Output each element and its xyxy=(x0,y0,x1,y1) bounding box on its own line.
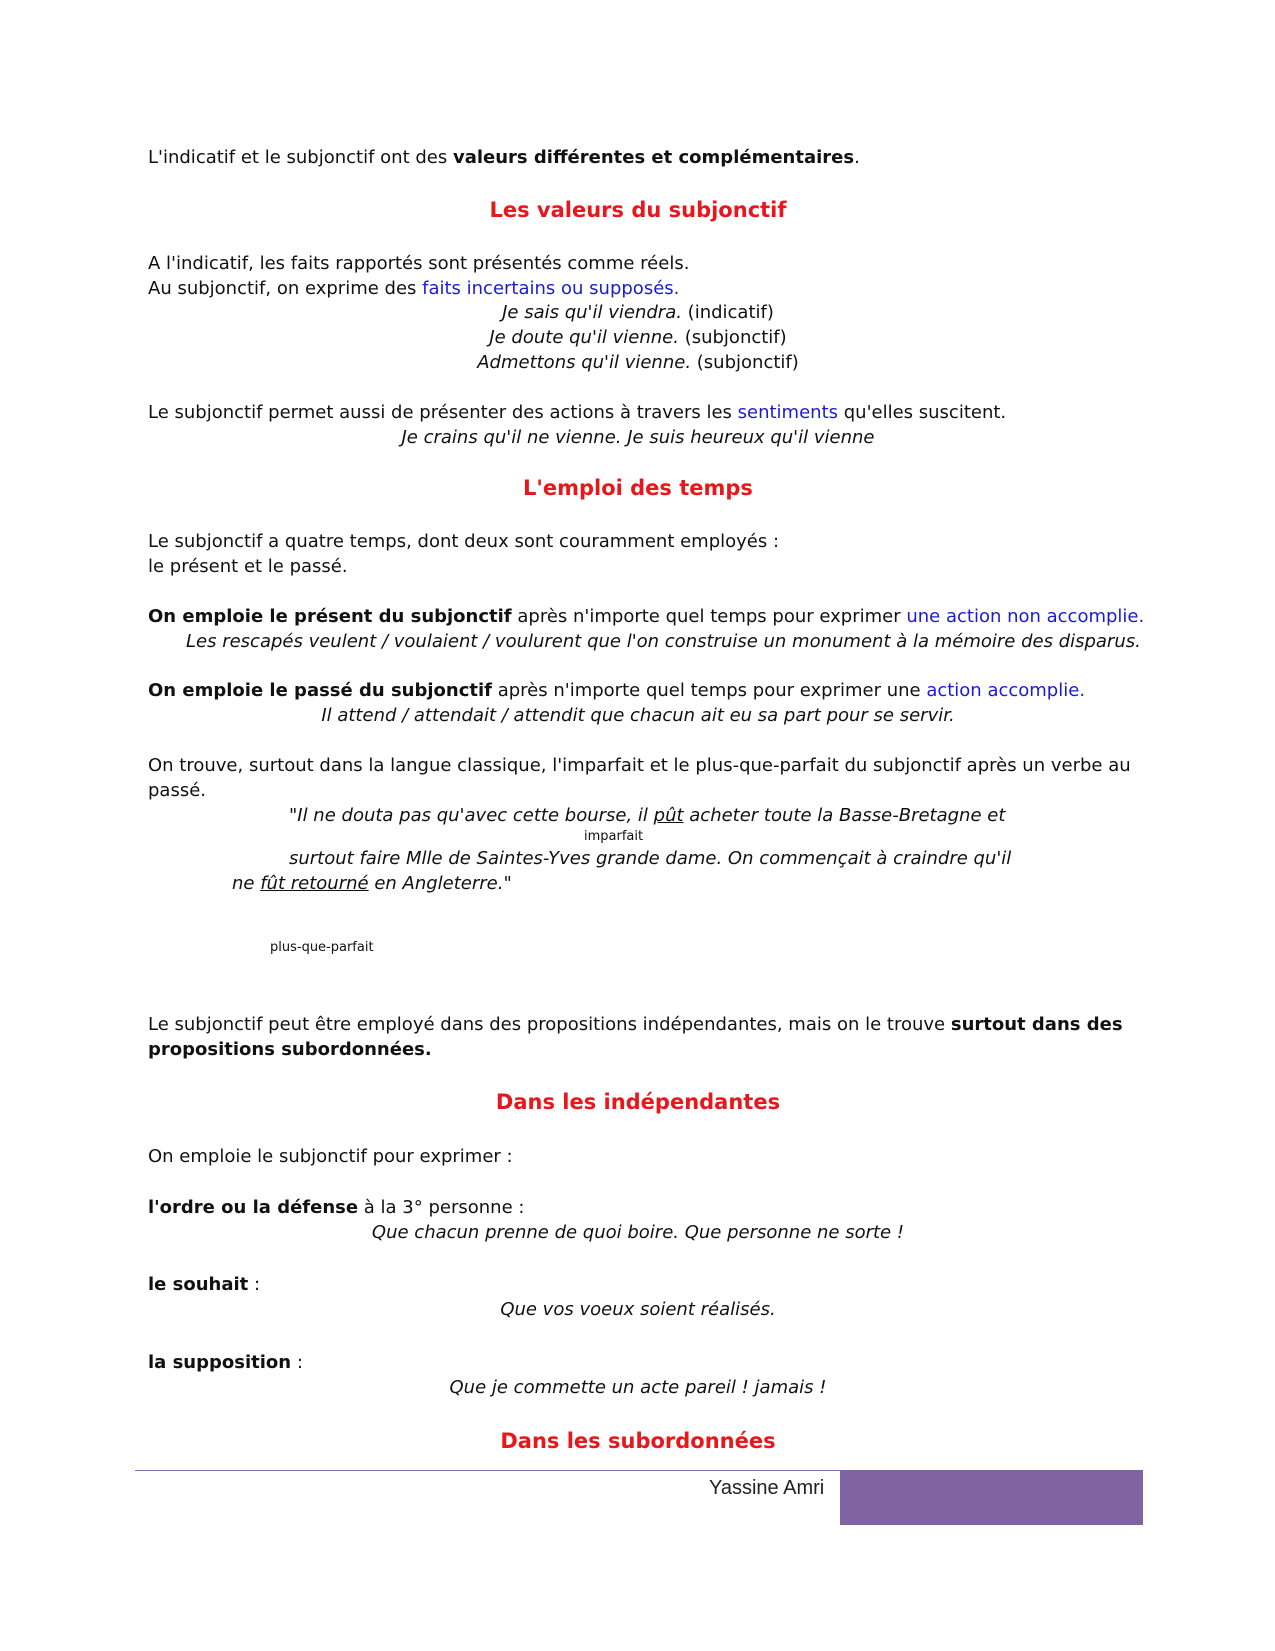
footer-accent-block xyxy=(840,1470,1143,1525)
quote-line-1: "Il ne douta pas qu'avec cette bourse, il pût acheter toute la Basse-Bretagne et xyxy=(289,805,1006,826)
example-subjonctif-2: Admettons qu'il vienne. (subjonctif) xyxy=(477,352,799,373)
heading-valeurs: Les valeurs du subjonctif xyxy=(489,198,787,222)
highlight-text: sentiments xyxy=(737,402,839,423)
temps-line-2: le présent et le passé. xyxy=(148,556,348,577)
quote-line-3: ne fût retourné en Angleterre." xyxy=(232,873,512,894)
valeurs-line-1: A l'indicatif, les faits rapportés sont présentés comme réels. xyxy=(148,253,690,274)
heading-temps: L'emploi des temps xyxy=(523,476,753,500)
quote-line-2: surtout faire Mlle de Saintes-Yves grande dame. On commençait à craindre qu'il xyxy=(289,848,1012,869)
indep-intro: On emploie le subjonctif pour exprimer : xyxy=(148,1146,513,1167)
souhait-line: le souhait : xyxy=(148,1274,261,1295)
ordre-line: l'ordre ou la défense à la 3° personne : xyxy=(148,1197,525,1218)
valeurs-line-3: Le subjonctif permet aussi de présenter des actions à travers les sentiments qu'elles suscitent. xyxy=(148,402,1007,423)
underlined-verb: fût retourné xyxy=(260,873,369,894)
classique-line-1: On trouve, surtout dans la langue classique, l'imparfait et le plus-que-parfait du subjonctif après un verbe au xyxy=(148,755,1131,776)
passe-paragraph: On emploie le passé du subjonctif après n'importe quel temps pour exprimer une action accomplie. xyxy=(148,680,1086,701)
supposition-line: la supposition : xyxy=(148,1352,303,1373)
example-subjonctif-1: Je doute qu'il vienne. (subjonctif) xyxy=(489,327,787,348)
underlined-verb: pût xyxy=(653,805,684,826)
example-souhait: Que vos voeux soient réalisés. xyxy=(500,1299,776,1320)
heading-subordonnees: Dans les subordonnées xyxy=(500,1429,776,1453)
example-ordre: Que chacun prenne de quoi boire. Que personne ne sorte ! xyxy=(371,1222,905,1243)
intro-line: L'indicatif et le subjonctif ont des valeurs différentes et complémentaires. xyxy=(148,147,860,168)
intro-bold: valeurs différentes et complémentaires xyxy=(452,147,855,168)
classique-line-2: passé. xyxy=(148,780,207,801)
independantes-intro-line-1: Le subjonctif peut être employé dans des propositions indépendantes, mais on le trouve surtout dans des xyxy=(148,1014,1123,1035)
temps-line-1: Le subjonctif a quatre temps, dont deux sont couramment employés : xyxy=(148,531,780,552)
valeurs-line-2: Au subjonctif, on exprime des faits incertains ou supposés. xyxy=(148,278,680,299)
highlight-text: faits incertains ou supposés. xyxy=(422,278,680,299)
example-passe: Il attend / attendait / attendit que chacun ait eu sa part pour se servir. xyxy=(321,705,955,726)
footer-author: Yassine Amri xyxy=(709,1477,825,1499)
present-paragraph: On emploie le présent du subjonctif après n'importe quel temps pour exprimer une action non accomplie. xyxy=(148,606,1145,627)
example-indicatif: Je sais qu'il viendra. (indicatif) xyxy=(502,302,774,323)
independantes-intro-line-2: propositions subordonnées. xyxy=(148,1039,432,1060)
example-supposition: Que je commette un acte pareil ! jamais ! xyxy=(449,1377,827,1398)
note-imparfait: imparfait xyxy=(584,829,644,844)
example-present: Les rescapés veulent / voulaient / voulurent que l'on construise un monument à la mémoire des disparus. xyxy=(186,631,1141,652)
highlight-text: action accomplie. xyxy=(926,680,1086,701)
heading-independantes: Dans les indépendantes xyxy=(495,1090,781,1114)
example-sentiments: Je crains qu'il ne vienne. Je suis heureux qu'il vienne xyxy=(401,427,875,448)
highlight-text: une action non accomplie. xyxy=(906,606,1145,627)
note-plus-que-parfait: plus-que-parfait xyxy=(270,940,374,955)
